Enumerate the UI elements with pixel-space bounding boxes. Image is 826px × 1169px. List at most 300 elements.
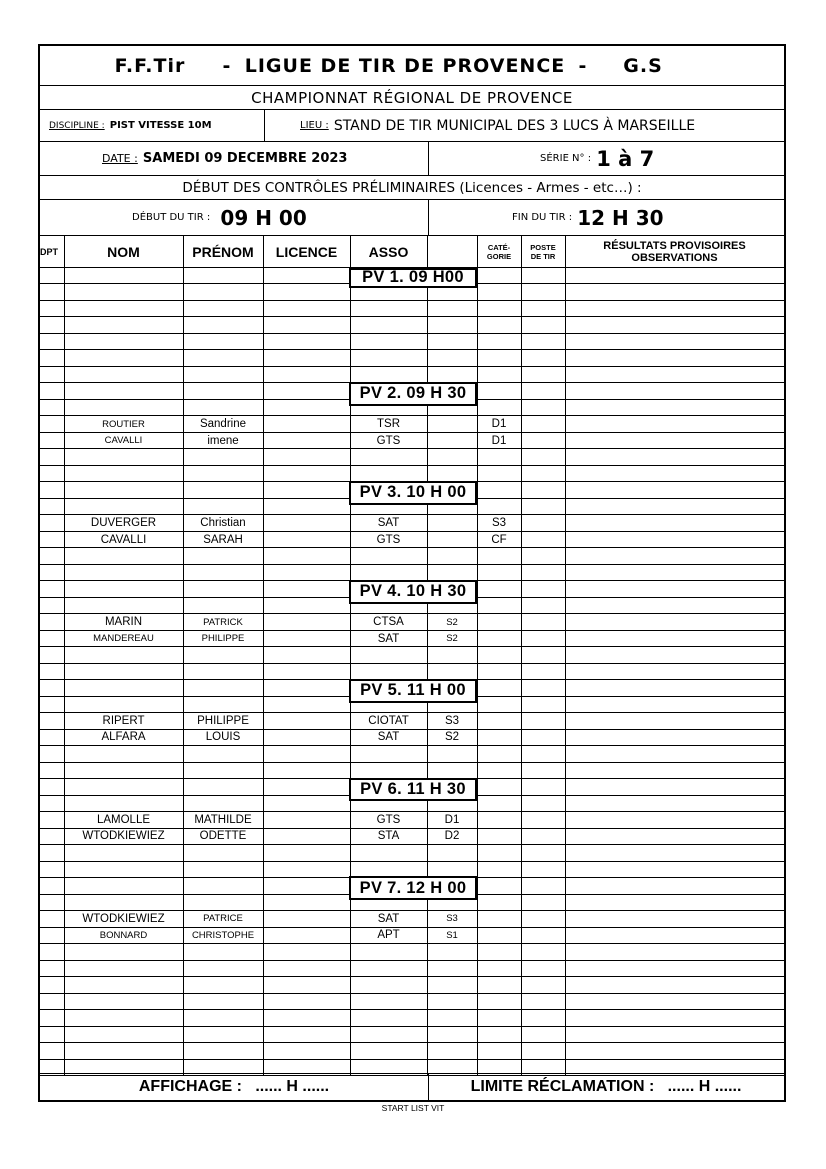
cell-categorie (477, 334, 521, 349)
gs-label: G.S (623, 54, 663, 77)
table-row (40, 911, 784, 927)
table-row (40, 1027, 784, 1043)
cell-poste (521, 449, 565, 464)
cell-categorie (477, 317, 521, 332)
cell-nom (64, 746, 183, 761)
cell-nom (64, 845, 183, 860)
cell-poste (521, 466, 565, 481)
cell-poste (521, 994, 565, 1009)
debut-value: 09 H 00 (220, 205, 307, 230)
cell-nom (64, 301, 183, 316)
cell-dpt (427, 565, 477, 580)
cell-categorie (477, 812, 521, 827)
cell-nom (64, 499, 183, 514)
table-row (40, 928, 784, 944)
cell-categorie (477, 383, 521, 398)
serie-label: SÉRIE N° : (540, 153, 592, 164)
cell-asso (350, 1043, 427, 1058)
cell-dpt (427, 466, 477, 481)
cell-dpt (427, 1027, 477, 1042)
cell-licence (263, 532, 350, 547)
cell-nom: ROUTIER (102, 418, 145, 430)
cell-licence (263, 895, 350, 910)
cell-prenom (183, 317, 263, 332)
col-resultats: RÉSULTATS PROVISOIRES OBSERVATIONS (603, 239, 746, 264)
cell-asso: APT (377, 929, 400, 942)
cell-dpt: S1 (446, 929, 458, 941)
cell-poste (521, 631, 565, 646)
cell-licence (263, 598, 350, 613)
cell-categorie (477, 944, 521, 959)
table-row (40, 614, 784, 630)
cell-poste (521, 878, 565, 893)
cell-categorie (477, 713, 521, 728)
cell-poste (521, 400, 565, 415)
cell-asso (350, 1010, 427, 1025)
cell-dpt (427, 994, 477, 1009)
date-row (40, 142, 784, 176)
cell-licence (263, 829, 350, 844)
cell-categorie (477, 449, 521, 464)
cell-licence (263, 350, 350, 365)
cell-prenom (183, 878, 263, 893)
cell-poste (521, 680, 565, 695)
cell-asso (350, 664, 427, 679)
cell-categorie (477, 499, 521, 514)
table-row (40, 548, 784, 564)
cell-poste (521, 499, 565, 514)
cell-prenom (183, 350, 263, 365)
cell-poste (521, 911, 565, 926)
col-nom: NOM (107, 243, 140, 260)
cell-prenom (183, 779, 263, 794)
cell-dpt (427, 515, 477, 530)
table-row (40, 944, 784, 960)
cell-categorie: D1 (491, 434, 507, 447)
cell-nom (64, 697, 183, 712)
cell-nom (64, 977, 183, 992)
cell-prenom: MATHILDE (194, 813, 252, 826)
table-row (40, 994, 784, 1010)
cell-prenom: imene (207, 434, 239, 447)
table-row (40, 746, 784, 762)
cell-nom (64, 317, 183, 332)
cell-categorie: D1 (491, 418, 507, 431)
cell-asso (350, 548, 427, 563)
championnat-title: CHAMPIONNAT RÉGIONAL DE PROVENCE (251, 88, 573, 107)
cell-licence (263, 334, 350, 349)
cell-prenom: Christian (200, 517, 246, 530)
cell-asso: TSR (377, 418, 400, 431)
cell-licence (263, 796, 350, 811)
cell-poste (521, 1010, 565, 1025)
pv-label: PV 1. 09 H00 (349, 268, 477, 288)
cell-asso (350, 746, 427, 761)
table-row (40, 631, 784, 647)
cell-dpt (427, 1010, 477, 1025)
cell-categorie (477, 466, 521, 481)
cell-prenom (183, 598, 263, 613)
cell-nom (64, 449, 183, 464)
table-row (40, 515, 784, 531)
cell-nom: BONNARD (99, 929, 148, 941)
cell-prenom (183, 1027, 263, 1042)
cell-poste (521, 350, 565, 365)
cell-categorie (477, 367, 521, 382)
cell-poste (521, 614, 565, 629)
cell-nom: ALFARA (101, 731, 146, 744)
cell-categorie (477, 647, 521, 662)
table-row (40, 1010, 784, 1026)
cell-dpt (427, 977, 477, 992)
table-row (40, 829, 784, 845)
cell-poste (521, 845, 565, 860)
cell-categorie (477, 284, 521, 299)
lieu-value: STAND DE TIR MUNICIPAL DES 3 LUCS À MARSEILLE (333, 117, 696, 134)
cell-prenom (183, 466, 263, 481)
cell-categorie (477, 961, 521, 976)
cell-categorie (477, 614, 521, 629)
cell-asso: GTS (376, 533, 401, 546)
cell-licence (263, 664, 350, 679)
cell-nom (64, 878, 183, 893)
cell-asso: SAT (377, 731, 400, 744)
cell-nom: MARIN (104, 616, 143, 629)
cell-asso: STA (377, 830, 400, 843)
cell-prenom (183, 301, 263, 316)
col-dpt: DPT (40, 246, 58, 257)
cell-categorie (477, 548, 521, 563)
cell-prenom (183, 565, 263, 580)
cell-dpt (427, 301, 477, 316)
col-categorie: CATÉ- GORIE (486, 242, 512, 261)
cell-prenom (183, 763, 263, 778)
cell-prenom (183, 664, 263, 679)
cell-prenom (183, 581, 263, 596)
cell-dpt (427, 746, 477, 761)
table-row (40, 845, 784, 861)
cell-licence (263, 994, 350, 1009)
cell-dpt (427, 367, 477, 382)
cell-licence (263, 911, 350, 926)
cell-dpt (427, 350, 477, 365)
cell-prenom (183, 796, 263, 811)
cell-prenom: PHILIPPE (201, 633, 245, 644)
cell-nom (64, 1027, 183, 1042)
cell-prenom (183, 284, 263, 299)
fin-value: 12 H 30 (577, 205, 664, 230)
cell-licence (263, 614, 350, 629)
table-row (40, 449, 784, 465)
pv-label: PV 6. 11 H 30 (349, 778, 477, 802)
cell-categorie (477, 1010, 521, 1025)
table-row (40, 350, 784, 366)
cell-categorie (477, 350, 521, 365)
cell-dpt (427, 961, 477, 976)
cell-poste (521, 713, 565, 728)
pv-label: PV 3. 10 H 00 (349, 481, 477, 505)
cell-asso: SAT (377, 632, 400, 645)
table-row (40, 334, 784, 350)
cell-asso: CIOTAT (368, 714, 409, 727)
col-licence: LICENCE (275, 243, 338, 260)
cell-nom (64, 548, 183, 563)
cell-categorie (477, 911, 521, 926)
cell-asso (350, 565, 427, 580)
cell-poste (521, 796, 565, 811)
cell-licence (263, 482, 350, 497)
cell-asso: GTS (376, 434, 401, 447)
cell-asso: SAT (377, 517, 400, 530)
cell-prenom (183, 449, 263, 464)
cell-nom: CAVALLI (104, 435, 143, 447)
cell-categorie (477, 730, 521, 745)
cell-nom (64, 334, 183, 349)
table-row (40, 713, 784, 729)
cell-categorie (477, 1043, 521, 1058)
lieu-label: LIEU : (300, 120, 329, 131)
discipline-row (40, 110, 784, 142)
cell-prenom (183, 1043, 263, 1058)
cell-nom (64, 779, 183, 794)
cell-nom: WTODKIEWIEZ (82, 830, 165, 843)
cell-asso (350, 862, 427, 877)
cell-poste (521, 532, 565, 547)
cell-nom (64, 482, 183, 497)
date-label: DATE : (102, 152, 138, 165)
controles-row (40, 176, 784, 200)
cell-poste (521, 383, 565, 398)
cell-asso (350, 961, 427, 976)
col-asso: ASSO (368, 243, 409, 260)
cell-prenom (183, 944, 263, 959)
cell-nom (64, 1043, 183, 1058)
table-row (40, 961, 784, 977)
cell-dpt (427, 317, 477, 332)
cell-categorie (477, 829, 521, 844)
cell-poste (521, 433, 565, 448)
cell-asso (350, 466, 427, 481)
cell-categorie (477, 845, 521, 860)
table-row (40, 532, 784, 548)
cell-categorie (477, 565, 521, 580)
cell-poste (521, 812, 565, 827)
cell-poste (521, 862, 565, 877)
cell-prenom: PATRICK (203, 616, 243, 628)
cell-licence (263, 697, 350, 712)
cell-nom (64, 961, 183, 976)
cell-nom (64, 994, 183, 1009)
cell-prenom (183, 482, 263, 497)
championnat-row (40, 86, 784, 110)
discipline-block (40, 110, 264, 141)
title-dash: - (222, 54, 232, 77)
cell-poste (521, 697, 565, 712)
cell-dpt: S3 (444, 714, 460, 727)
cell-prenom (183, 334, 263, 349)
cell-prenom (183, 400, 263, 415)
ff-tir: F.F.Tir (114, 54, 186, 77)
cell-asso (350, 367, 427, 382)
cell-poste (521, 944, 565, 959)
table-row (40, 1043, 784, 1059)
cell-prenom (183, 383, 263, 398)
cell-poste (521, 928, 565, 943)
cell-categorie (477, 763, 521, 778)
cell-poste (521, 284, 565, 299)
cell-prenom: ODETTE (199, 830, 247, 843)
table-row (40, 730, 784, 746)
start-list-sheet (38, 44, 786, 1102)
cell-prenom (183, 647, 263, 662)
limite-reclamation-label: LIMITE RÉCLAMATION : ...... H ...... (470, 1078, 742, 1095)
cell-licence (263, 301, 350, 316)
cell-poste (521, 1043, 565, 1058)
cell-categorie (477, 400, 521, 415)
cell-categorie (477, 581, 521, 596)
cell-dpt (427, 548, 477, 563)
cell-dpt (427, 944, 477, 959)
cell-licence (263, 862, 350, 877)
cell-prenom: PHILIPPE (197, 714, 249, 727)
cell-licence (263, 647, 350, 662)
cell-licence (263, 961, 350, 976)
cell-categorie (477, 895, 521, 910)
cell-dpt (427, 845, 477, 860)
cell-prenom (183, 499, 263, 514)
cell-licence (263, 515, 350, 530)
cell-nom: CAVALLI (100, 533, 147, 546)
cell-asso (350, 301, 427, 316)
table-row (40, 812, 784, 828)
cell-nom (64, 350, 183, 365)
cell-dpt (427, 862, 477, 877)
cell-nom (64, 400, 183, 415)
cell-poste (521, 746, 565, 761)
cell-nom (64, 367, 183, 382)
table-row (40, 301, 784, 317)
cell-prenom (183, 961, 263, 976)
ligue-title: LIGUE DE TIR DE PROVENCE (244, 54, 566, 77)
cell-categorie (477, 664, 521, 679)
cell-dpt (427, 664, 477, 679)
cell-licence (263, 367, 350, 382)
cell-licence (263, 878, 350, 893)
cell-categorie (477, 1027, 521, 1042)
cell-dpt: S2 (444, 731, 460, 744)
cell-categorie (477, 680, 521, 695)
cell-dpt (427, 532, 477, 547)
cell-asso (350, 977, 427, 992)
cell-licence (263, 466, 350, 481)
cell-nom (64, 763, 183, 778)
cell-dpt (427, 763, 477, 778)
cell-licence (263, 730, 350, 745)
cell-nom: LAMOLLE (96, 813, 151, 826)
pv-label: PV 2. 09 H 30 (349, 382, 477, 406)
cell-asso: SAT (377, 912, 400, 925)
pv-label: PV 5. 11 H 00 (349, 679, 477, 703)
cell-asso (350, 944, 427, 959)
cell-prenom: Sandrine (199, 418, 247, 431)
cell-categorie (477, 697, 521, 712)
cell-dpt (427, 416, 477, 431)
cell-dpt: D2 (444, 830, 460, 843)
cell-licence (263, 565, 350, 580)
discipline-label: DISCIPLINE : (49, 120, 105, 131)
horaires-row (40, 200, 784, 236)
cell-categorie (477, 862, 521, 877)
cell-licence (263, 779, 350, 794)
table-row (40, 977, 784, 993)
cell-prenom (183, 746, 263, 761)
column-header-row (40, 236, 784, 268)
cell-licence (263, 1010, 350, 1025)
cell-nom (64, 796, 183, 811)
cell-prenom: CHRISTOPHE (191, 929, 255, 941)
cell-asso (350, 1027, 427, 1042)
cell-poste (521, 895, 565, 910)
controles-text: DÉBUT DES CONTRÔLES PRÉLIMINAIRES (Licences - Armes - etc…) : (182, 179, 642, 196)
table-row (40, 647, 784, 663)
cell-asso (350, 350, 427, 365)
cell-asso: CTSA (373, 616, 404, 629)
cell-nom: WTODKIEWIEZ (82, 912, 165, 925)
col-poste: POSTE DE TIR (530, 242, 556, 261)
cell-prenom: SARAH (203, 533, 243, 546)
cell-nom (64, 284, 183, 299)
cell-poste (521, 334, 565, 349)
cell-licence (263, 581, 350, 596)
cell-prenom: LOUIS (205, 731, 241, 744)
cell-asso (350, 317, 427, 332)
cell-dpt (427, 647, 477, 662)
cell-licence (263, 631, 350, 646)
cell-poste (521, 664, 565, 679)
cell-licence (263, 400, 350, 415)
participants-grid (40, 268, 784, 1076)
cell-dpt (427, 1043, 477, 1058)
title-row (40, 46, 784, 86)
cell-poste (521, 548, 565, 563)
cell-asso (350, 647, 427, 662)
cell-nom (64, 944, 183, 959)
fin-block (428, 200, 784, 235)
cell-categorie (477, 796, 521, 811)
cell-categorie (477, 994, 521, 1009)
date-block (40, 142, 428, 175)
cell-poste (521, 565, 565, 580)
cell-nom (64, 581, 183, 596)
pv-label: PV 7. 12 H 00 (349, 876, 477, 900)
cell-licence (263, 284, 350, 299)
cell-dpt (427, 334, 477, 349)
cell-nom (64, 383, 183, 398)
cell-poste (521, 317, 565, 332)
cell-licence (263, 1027, 350, 1042)
cell-nom (64, 598, 183, 613)
cell-nom: DUVERGER (90, 517, 157, 530)
cell-poste (521, 367, 565, 382)
serie-block (428, 142, 784, 175)
cell-poste (521, 268, 565, 283)
cell-licence (263, 548, 350, 563)
cell-prenom (183, 895, 263, 910)
cell-poste (521, 301, 565, 316)
cell-asso (350, 449, 427, 464)
cell-categorie: CF (491, 533, 507, 546)
lieu-block (264, 110, 784, 141)
